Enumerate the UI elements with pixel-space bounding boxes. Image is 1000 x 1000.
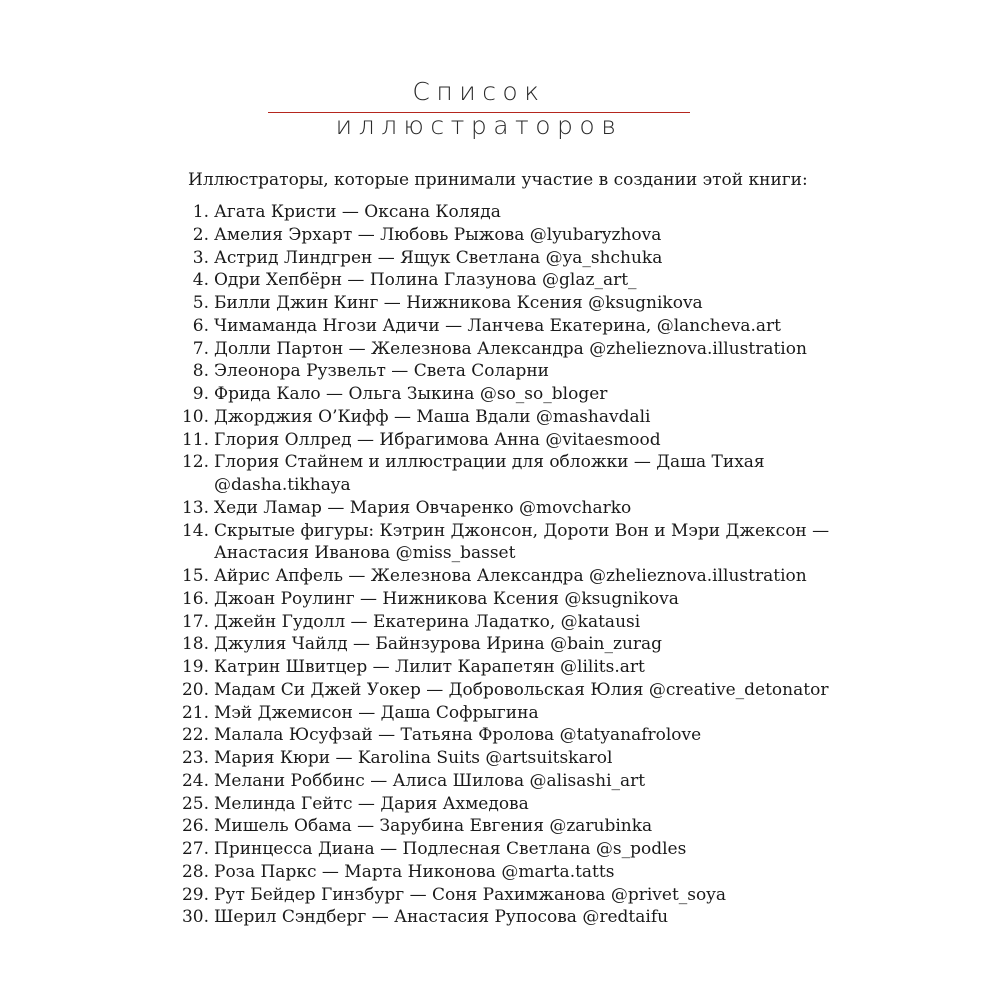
list-item xyxy=(192,338,854,361)
list-item xyxy=(181,406,854,429)
list-item-text: Билли Джин Кинг — Нижникова Ксения @ksugnikova xyxy=(214,293,703,313)
list-item-number: 15. xyxy=(181,566,209,586)
list-item-number: 14. xyxy=(181,520,209,541)
list-item-text: Мелинда Гейтс — Дария Ахмедова xyxy=(214,793,529,814)
list-item-text: Астрид Линдгрен — Ящук Светлана @ya_shchuka xyxy=(214,247,663,268)
list-item-number: 12. xyxy=(181,452,209,473)
list-item-number: 28. xyxy=(181,861,209,882)
list-item xyxy=(181,429,854,452)
list-item-text: Одри Хепбёрн — Полина Глазунова @glaz_art_ xyxy=(214,270,637,291)
list-item xyxy=(192,247,854,270)
illustrators-list xyxy=(181,201,854,929)
list-item xyxy=(181,861,854,884)
list-item-text: Джоан Роулинг — Нижникова Ксения @ksugnikova xyxy=(214,588,679,609)
list-item-number: 3. xyxy=(192,247,209,268)
list-item-text: Скрытые фигуры: Кэтрин Джонсон, Дороти Вон и Мэри Джексон — Анастасия Иванова @miss_basset xyxy=(214,520,830,564)
list-item xyxy=(181,884,854,907)
page-title: Список иллюстраторов xyxy=(335,77,623,140)
list-item-number: 5. xyxy=(192,293,209,313)
list-item-number: 13. xyxy=(181,497,209,518)
list-item-text: Джейн Гудолл — Екатерина Ладатко, @katausi xyxy=(214,611,641,632)
list-item xyxy=(181,611,854,634)
list-item xyxy=(181,633,854,656)
list-item-text: Мишель Обама — Зарубина Евгения @zarubinka xyxy=(214,816,653,837)
list-item-number: 11. xyxy=(181,429,209,450)
list-item-text: Фрида Кало — Ольга Зыкина @so_so_bloger xyxy=(214,384,608,404)
list-item xyxy=(192,292,854,315)
intro-text: Иллюстраторы, которые принимали участие в создании этой книги: xyxy=(188,170,808,190)
list-item-number: 27. xyxy=(181,839,209,859)
list-item xyxy=(181,724,854,747)
list-item-number: 6. xyxy=(192,315,209,336)
list-item-number: 10. xyxy=(181,406,209,427)
list-item xyxy=(181,679,854,702)
list-item-text: Глория Оллред — Ибрагимова Анна @vitaesmood xyxy=(214,429,661,450)
list-item-text: Принцесса Диана — Подлесная Светлана @s_podles xyxy=(214,839,687,859)
list-item xyxy=(181,815,854,838)
list-item-number: 23. xyxy=(181,748,209,768)
list-item-number: 1. xyxy=(192,202,209,222)
list-item-number: 17. xyxy=(181,611,209,632)
list-item xyxy=(181,656,854,679)
list-item xyxy=(192,315,854,338)
list-item xyxy=(181,520,854,566)
list-item-text: Чимаманда Нгози Адичи — Ланчева Екатерина, @lancheva.art xyxy=(214,315,782,336)
list-item-number: 24. xyxy=(181,770,209,791)
list-item-text: Джулия Чайлд — Байнзурова Ирина @bain_zurag xyxy=(214,634,663,655)
list-item-number: 20. xyxy=(181,679,209,700)
list-item-number: 9. xyxy=(192,384,209,404)
list-item-text: Мэй Джемисон — Даша Софрыгина xyxy=(214,702,539,723)
list-item-text: Мелани Роббинс — Алиса Шилова @alisashi_art xyxy=(214,770,646,791)
title-underline xyxy=(268,112,690,113)
list-item-number: 4. xyxy=(192,270,209,291)
list-item xyxy=(181,451,854,497)
list-item-number: 22. xyxy=(181,725,209,746)
list-item-text: Малала Юсуфзай — Татьяна Фролова @tatyanafrolove xyxy=(214,725,702,746)
list-item xyxy=(181,497,854,520)
list-item-text: Джорджия О’Кифф — Маша Вдали @mashavdali xyxy=(214,406,651,427)
list-item-text: Хеди Ламар — Мария Овчаренко @movcharko xyxy=(214,497,632,518)
list-item-text: Элеонора Рузвельт — Света Соларни xyxy=(214,361,550,382)
list-item-text: Долли Партон — Железнова Александра @zhelieznova.illustration xyxy=(214,338,807,359)
list-item-number: 8. xyxy=(192,361,209,382)
list-item xyxy=(192,224,854,247)
list-item-number: 2. xyxy=(192,224,209,245)
list-item-text: Агата Кристи — Оксана Коляда xyxy=(214,202,501,222)
list-item-number: 25. xyxy=(181,793,209,814)
list-item xyxy=(181,747,854,770)
list-item-text: Мадам Си Джей Уокер — Добровольская Юлия @creative_detonator xyxy=(214,679,829,700)
list-item-text: Амелия Эрхарт — Любовь Рыжова @lyubaryzhova xyxy=(214,224,662,245)
list-item-number: 18. xyxy=(181,634,209,655)
list-item-text: Катрин Швитцер — Лилит Карапетян @lilits.art xyxy=(214,657,645,677)
list-item-text: Мария Кюри — Karolina Suits @artsuitskarol xyxy=(214,748,613,768)
list-item-number: 30. xyxy=(181,907,209,928)
list-item xyxy=(192,360,854,383)
list-item xyxy=(181,588,854,611)
list-item-text: Рут Бейдер Гинзбург — Соня Рахимжанова @privet_soya xyxy=(214,884,726,905)
list-item-number: 19. xyxy=(181,657,209,677)
list-item xyxy=(181,702,854,725)
list-item-number: 29. xyxy=(181,884,209,905)
list-item xyxy=(181,565,854,588)
list-item-text: Айрис Апфель — Железнова Александра @zhelieznova.illustration xyxy=(214,566,807,586)
list-item-text: Роза Паркс — Марта Никонова @marta.tatts xyxy=(214,861,615,882)
list-item-number: 16. xyxy=(181,588,209,609)
list-item-number: 7. xyxy=(192,338,209,359)
list-item xyxy=(181,906,854,929)
list-item xyxy=(181,793,854,816)
list-item xyxy=(192,383,854,406)
list-item xyxy=(192,201,854,224)
list-item-text: Глория Стайнем и иллюстрации для обложки — Даша Тихая @dasha.tikhaya xyxy=(214,452,765,495)
list-item-number: 26. xyxy=(181,816,209,837)
list-item xyxy=(181,838,854,861)
list-item xyxy=(181,770,854,793)
list-item xyxy=(192,269,854,292)
list-item-text: Шерил Сэндберг — Анастасия Рупосова @redtaifu xyxy=(214,907,669,928)
list-item-number: 21. xyxy=(181,702,209,723)
